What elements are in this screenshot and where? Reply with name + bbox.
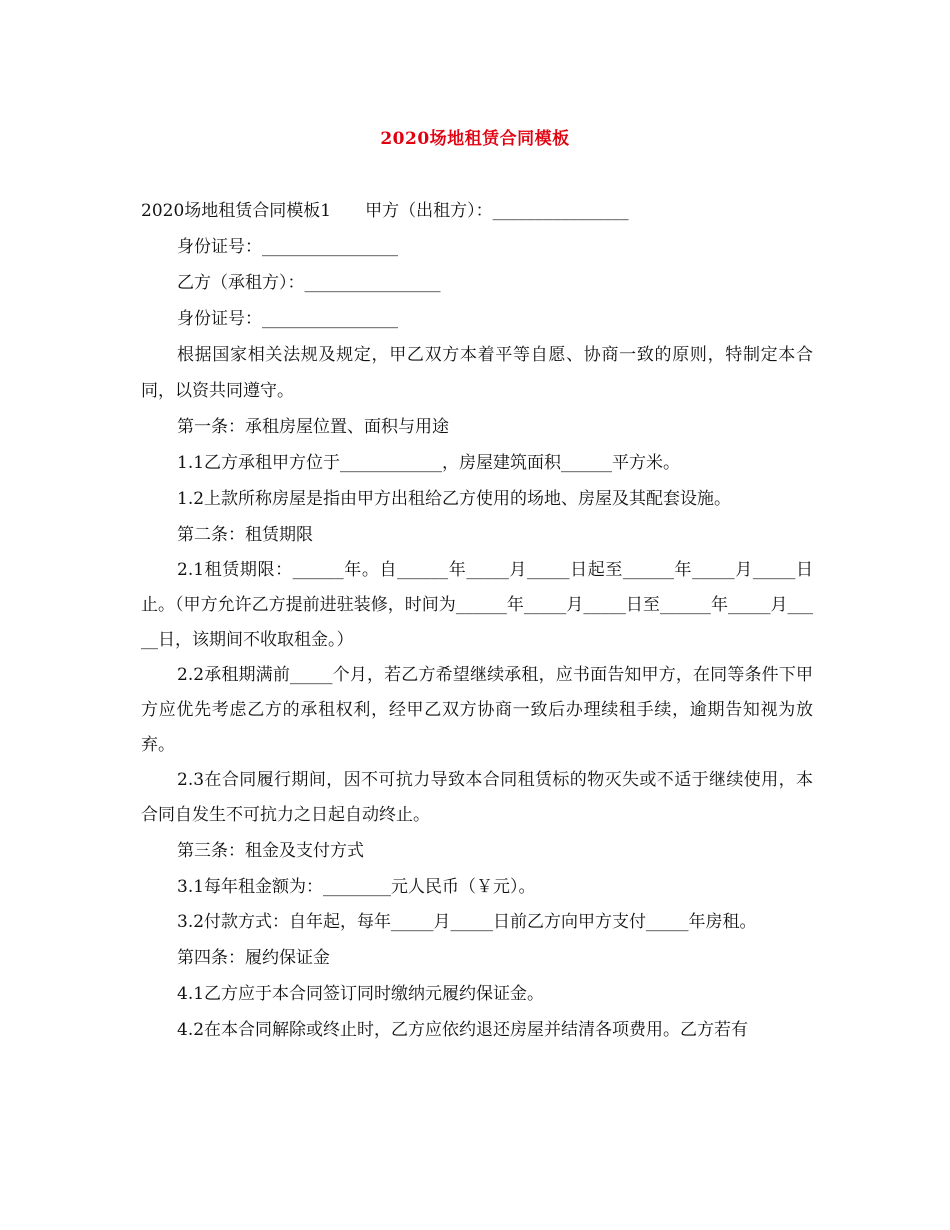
article-4-heading: 第四条：履约保证金 bbox=[177, 948, 330, 968]
article-3-heading: 第三条：租金及支付方式 bbox=[177, 841, 364, 861]
clause-1-2: 1.2上款所称房屋是指由甲方出租给乙方使用的场地、房屋及其配套设施。 bbox=[177, 489, 732, 509]
clause-3-1: 3.1每年租金额为：________元人民币（￥元）。 bbox=[177, 877, 536, 897]
document-title: 2020场地租赁合同模板 bbox=[380, 129, 570, 149]
party-a-line: 2020场地租赁合同模板1 甲方（出租方）：________________ bbox=[141, 201, 629, 221]
document-body bbox=[141, 193, 813, 1048]
party-b-line: 乙方（承租方）：________________ bbox=[177, 273, 441, 293]
article-2-heading: 第二条：租赁期限 bbox=[177, 525, 313, 545]
clause-3-2: 3.2付款方式：自年起，每年_____月_____日前乙方向甲方支付_____年房租。 bbox=[177, 912, 757, 932]
party-a-id-line: 身份证号：________________ bbox=[177, 237, 398, 257]
clause-1-1: 1.1乙方承租甲方位于____________，房屋建筑面积______平方米。 bbox=[177, 453, 681, 473]
clause-2-1: 2.1租赁期限：______年。自______年_____月_____日起至______年_____月_____日止。（甲方允许乙方提前进驻装修，时间为______年_____月_____日至______年_____月_____日，该期间不收取租金。） bbox=[141, 560, 813, 650]
clause-4-2: 4.2在本合同解除或终止时，乙方应依约退还房屋并结清各项费用。乙方若有 bbox=[177, 1020, 749, 1040]
article-1-heading: 第一条：承租房屋位置、面积与用途 bbox=[177, 417, 449, 437]
clause-2-3: 2.3在合同履行期间，因不可抗力导致本合同租赁标的物灭失或不适于继续使用，本合同自发生不可抗力之日起自动终止。 bbox=[141, 770, 813, 825]
clause-2-2: 2.2承租期满前_____个月，若乙方希望继续承租，应书面告知甲方，在同等条件下甲方应优先考虑乙方的承租权利，经甲乙双方协商一致后办理续租手续，逾期告知视为放弃。 bbox=[141, 665, 813, 755]
clause-4-1: 4.1乙方应于本合同签订同时缴纳元履约保证金。 bbox=[177, 984, 545, 1004]
party-b-id-line: 身份证号：________________ bbox=[177, 309, 398, 329]
preamble-paragraph: 根据国家相关法规及规定，甲乙双方本着平等自愿、协商一致的原则，特制定本合同，以资共同遵守。 bbox=[141, 345, 813, 401]
